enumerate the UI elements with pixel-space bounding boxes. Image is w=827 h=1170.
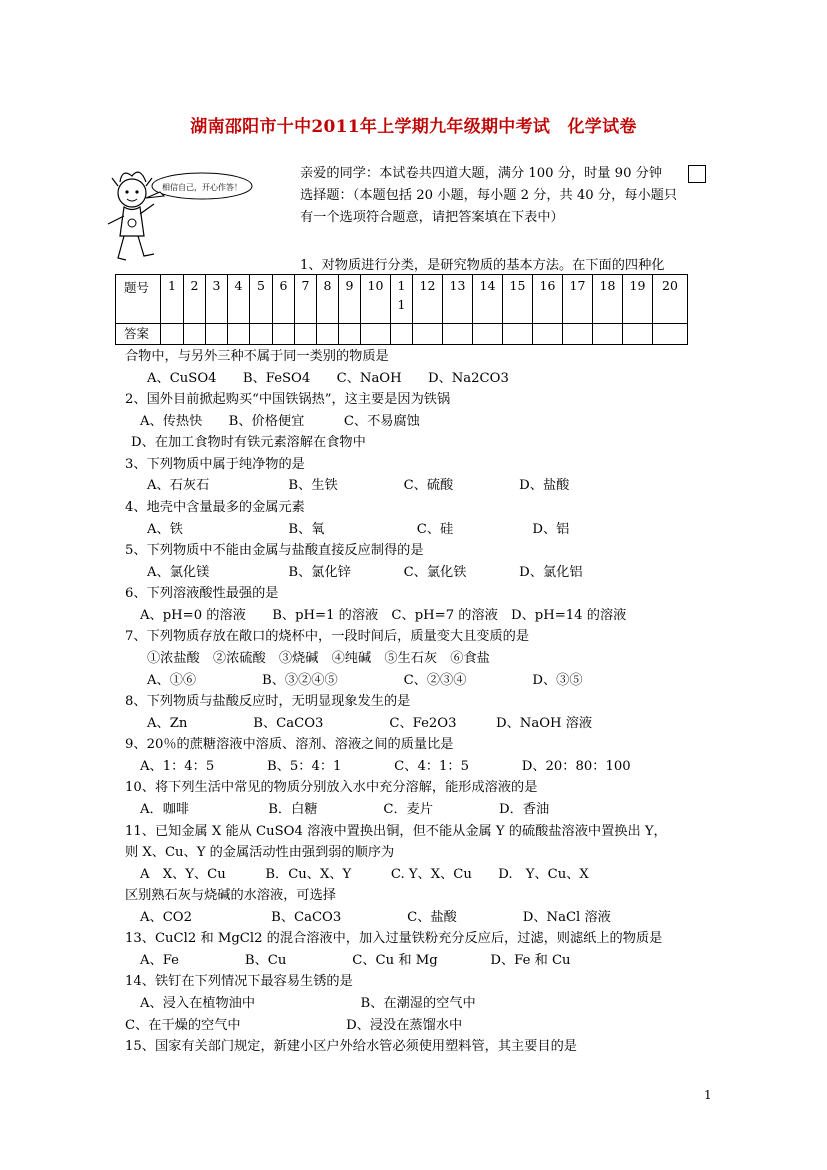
question-number-11-line2: 1 (397, 297, 406, 312)
question-number: 7 (295, 275, 317, 324)
question-line: 3、下列物质中属于纯净物的是 (125, 457, 305, 472)
question-number: 19 (623, 275, 653, 324)
table-answer-row (116, 324, 688, 345)
question-line: 8、下列物质与盐酸反应时，无明显现象发生的是 (125, 694, 411, 709)
answer-cell[interactable] (184, 324, 206, 345)
question-1-start: 1、对物质进行分类，是研究物质的基本方法。在下面的四种化 (300, 258, 665, 273)
question-line: A、铁 B、氧 C、硅 D、铝 (147, 522, 570, 537)
question-number: 18 (593, 275, 623, 324)
question-line: A、CO2 B、CaCO3 C、盐酸 D、NaCl 溶液 (140, 910, 611, 925)
question-number: 9 (339, 275, 361, 324)
answer-cell[interactable] (653, 324, 688, 345)
question-number-11-line1: 1 (397, 278, 406, 293)
question-number: 8 (317, 275, 339, 324)
question-number: 15 (503, 275, 533, 324)
question-line: D、在加工食物时有铁元素溶解在食物中 (131, 435, 366, 450)
answer-cell[interactable] (361, 324, 391, 345)
question-number: 17 (563, 275, 593, 324)
intro-line-3: 有一个选项符合题意，请把答案填在下表中） (300, 210, 564, 225)
question-number: 16 (533, 275, 563, 324)
question-line: A．咖啡 B．白糖 C．麦片 D．香油 (140, 802, 550, 817)
question-line: ①浓盐酸 ②浓硫酸 ③烧碱 ④纯碱 ⑤生石灰 ⑥食盐 (147, 651, 490, 666)
question-line: A、浸入在植物油中 B、在潮湿的空气中 (140, 996, 476, 1011)
answer-cell[interactable] (250, 324, 273, 345)
question-number: 2 (184, 275, 206, 324)
checkbox (688, 165, 706, 183)
mascot-bubble-text: 相信自己，开心作答！ (162, 183, 242, 192)
answer-cell[interactable] (228, 324, 250, 345)
question-line: 9、20％的蔗糖溶液中溶质、溶剂、溶液之间的质量比是 (125, 737, 454, 752)
question-number: 10 (361, 275, 391, 324)
answer-cell[interactable] (391, 324, 413, 345)
question-line: A、①⑥ B、③②④⑤ C、②③④ D、③⑤ (147, 673, 583, 688)
answer-cell[interactable] (473, 324, 503, 345)
question-number: 20 (653, 275, 688, 324)
question-line: 15、国家有关部门规定，新建小区户外给水管必须使用塑料管，其主要目的是 (125, 1039, 577, 1054)
question-number: 3 (206, 275, 228, 324)
answer-cell[interactable] (206, 324, 228, 345)
question-line: 10、将下列生活中常见的物质分别放入水中充分溶解，能形成溶液的是 (125, 780, 538, 795)
answer-cell[interactable] (413, 324, 443, 345)
question-line: A、Fe B、Cu C、Cu 和 Mg D、Fe 和 Cu (140, 953, 571, 968)
question-number: 14 (473, 275, 503, 324)
question-line: 6、下列溶液酸性最强的是 (125, 586, 279, 601)
question-number: 12 (413, 275, 443, 324)
question-line: A、氯化镁 B、氯化锌 C、氯化铁 D、氯化铝 (147, 565, 583, 580)
question-line: 则 X、Cu、Y 的金属活动性由强到弱的顺序为 (125, 845, 395, 860)
answer-table (115, 274, 688, 345)
answer-cell[interactable] (533, 324, 563, 345)
table-header-label: 题号 (116, 275, 161, 324)
question-number: 13 (443, 275, 473, 324)
question-line: A、传热快 B、价格便宜 C、不易腐蚀 (140, 414, 420, 429)
answer-cell[interactable] (563, 324, 593, 345)
question-line: 13、CuCl2 和 MgCl2 的混合溶液中，加入过量铁粉充分反应后，过滤，则滤纸上的物质是 (125, 931, 663, 946)
question-line: 7、下列物质存放在敞口的烧杯中，一段时间后，质量变大且变质的是 (125, 629, 530, 644)
question-line: 区别熟石灰与烧碱的水溶液，可选择 (125, 888, 336, 903)
exam-title: 湖南邵阳市十中2011年上学期九年级期中考试 化学试卷 (190, 117, 637, 137)
answer-cell[interactable] (623, 324, 653, 345)
question-number: 4 (228, 275, 250, 324)
question-line: 11、已知金属 X 能从 CuSO4 溶液中置换出铜，但不能从金属 Y 的硫酸盐溶液中置换出 Y， (125, 824, 667, 839)
answer-cell[interactable] (295, 324, 317, 345)
answer-cell[interactable] (317, 324, 339, 345)
table-header-row (116, 275, 688, 324)
question-line: 4、地壳中含量最多的金属元素 (125, 500, 305, 515)
answer-cell[interactable] (273, 324, 295, 345)
question-line: A X、Y、Cu B．Cu、X、Y C. Y、X、Cu D. Y、Cu、X (140, 867, 589, 882)
answer-cell[interactable] (503, 324, 533, 345)
intro-line-1: 亲爱的同学：本试卷共四道大题，满分 100 分，时量 90 分钟 (300, 166, 663, 181)
question-number-11 (391, 275, 413, 324)
answer-cell[interactable] (593, 324, 623, 345)
intro-line-2: 选择题：（本题包括 20 小题，每小题 2 分，共 40 分，每小题只 (300, 188, 678, 203)
question-line: C、在干燥的空气中 D、浸没在蒸馏水中 (125, 1018, 463, 1033)
answer-cell[interactable] (339, 324, 361, 345)
question-line: 5、下列物质中不能由金属与盐酸直接反应制得的是 (125, 543, 424, 558)
question-line: 2、国外目前掀起购买“中国铁锅热”，这主要是因为铁锅 (125, 392, 451, 407)
question-number: 1 (161, 275, 184, 324)
mascot-illustration (102, 168, 262, 278)
table-answer-label: 答案 (116, 324, 161, 345)
question-line: 14、铁钉在下列情况下最容易生锈的是 (125, 974, 353, 989)
question-line: A、石灰石 B、生铁 C、硫酸 D、盐酸 (147, 478, 570, 493)
question-line: A、Zn B、CaCO3 C、Fe2O3 D、NaOH 溶液 (147, 716, 593, 731)
answer-cell[interactable] (443, 324, 473, 345)
question-line: A、pH=0 的溶液 B、pH=1 的溶液 C、pH=7 的溶液 D、pH=14 的溶液 (140, 608, 627, 623)
page-number: 1 (704, 1088, 712, 1102)
answer-cell[interactable] (161, 324, 184, 345)
question-line: A、CuSO4 B、FeSO4 C、NaOH D、Na2CO3 (147, 371, 509, 386)
question-number: 6 (273, 275, 295, 324)
question-line: A、1：4：5 B、5：4：1 C、4：1：5 D、20：80：100 (140, 759, 631, 774)
question-number: 5 (250, 275, 273, 324)
question-line: 合物中，与另外三种不属于同一类别的物质是 (125, 349, 389, 364)
